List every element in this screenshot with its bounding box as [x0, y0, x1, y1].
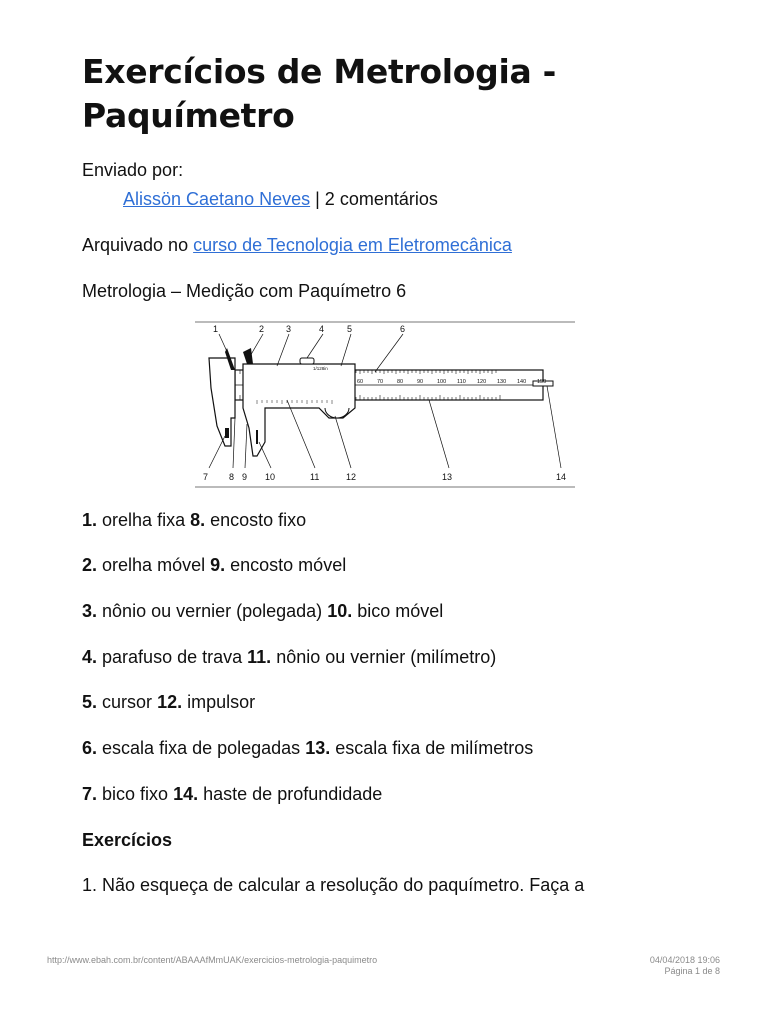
exercises-heading: Exercícios: [82, 830, 173, 850]
part-number: 8.: [190, 510, 206, 530]
callout-5: 5: [347, 324, 353, 334]
part-row: [82, 599, 443, 623]
part-name: impulsor: [187, 692, 256, 712]
part-row: [82, 553, 346, 577]
part-number: 5.: [82, 692, 98, 712]
callout-2: 2: [259, 324, 265, 334]
part-number: 4.: [82, 647, 98, 667]
page-title: Exercícios de Metrologia - Paquímetro: [82, 52, 557, 135]
callout-11: 11: [310, 472, 320, 482]
callout-13: 13: [442, 472, 453, 482]
scale-number: 110: [457, 379, 466, 385]
scale-number: 120: [477, 379, 487, 385]
scale-number: 90: [417, 379, 424, 385]
exercise-1-text: 1. Não esqueça de calcular a resolução do paquímetro. Faça a: [82, 875, 585, 895]
sent-by-label: Enviado por:: [82, 160, 184, 180]
course-link[interactable]: curso de Tecnologia em Eletromecânica: [193, 235, 512, 255]
scale-number: 100: [437, 379, 447, 385]
scale-number: 70: [377, 379, 384, 385]
caliper-figure: [195, 318, 575, 490]
part-row: [82, 782, 382, 806]
scale-number: 60: [357, 379, 364, 385]
part-number: 9.: [210, 555, 226, 575]
part-number: 3.: [82, 601, 98, 621]
part-name: parafuso de trava: [102, 647, 243, 667]
part-name: nônio ou vernier (milímetro): [276, 647, 497, 667]
callout-8: 8: [229, 472, 235, 482]
part-name: escala fixa de milímetros: [335, 738, 534, 758]
scale-number: 130: [497, 379, 507, 385]
callout-6: 6: [400, 324, 406, 334]
callout-7: 7: [203, 472, 209, 482]
part-name: bico móvel: [357, 601, 444, 621]
comments-count: | 2 comentários: [315, 189, 438, 209]
part-name: bico fixo: [102, 784, 169, 804]
footer-url: http://www.ebah.com.br/content/ABAAAfMmUAK/exercicios-metrologia-paquimetro: [47, 955, 378, 965]
author-link[interactable]: Alissön Caetano Neves: [123, 189, 311, 209]
part-row: [82, 690, 255, 714]
part-number: 7.: [82, 784, 98, 804]
callout-9: 9: [242, 472, 248, 482]
footer-page: Página 1 de 8: [664, 966, 720, 976]
vernier-resolution-label: 1/128in: [313, 366, 328, 371]
part-name: nônio ou vernier (polegada): [102, 601, 323, 621]
author-line: [123, 187, 438, 211]
part-row: [82, 736, 533, 760]
part-row: [82, 508, 306, 532]
scale-number: 140: [517, 379, 527, 385]
footer-datetime: 04/04/2018 19:06: [649, 955, 720, 965]
scale-number: 80: [397, 379, 404, 385]
part-name: orelha fixa: [102, 510, 186, 530]
locking-screw: [300, 358, 314, 364]
part-name: encosto móvel: [230, 555, 347, 575]
part-number: 2.: [82, 555, 98, 575]
part-number: 6.: [82, 738, 98, 758]
footer-meta: [650, 955, 720, 977]
part-name: cursor: [102, 692, 153, 712]
part-name: escala fixa de polegadas: [102, 738, 301, 758]
part-number: 13.: [305, 738, 331, 758]
part-number: 1.: [82, 510, 98, 530]
part-number: 11.: [247, 647, 272, 667]
part-name: encosto fixo: [210, 510, 307, 530]
section-subtitle: Metrologia – Medição com Paquímetro 6: [82, 281, 407, 301]
callout-3: 3: [286, 324, 292, 334]
part-number: 12.: [157, 692, 183, 712]
part-name: orelha móvel: [102, 555, 206, 575]
callout-4: 4: [319, 324, 325, 334]
archived-label: Arquivado no: [82, 235, 189, 255]
archived-line: [82, 233, 512, 257]
part-number: 10.: [327, 601, 353, 621]
callout-1: 1: [213, 324, 219, 334]
scale-number: 150: [537, 379, 547, 385]
callout-14: 14: [556, 472, 567, 482]
part-row: [82, 645, 496, 669]
callout-12: 12: [346, 472, 357, 482]
part-number: 14.: [173, 784, 199, 804]
callout-10: 10: [265, 472, 276, 482]
part-name: haste de profundidade: [203, 784, 383, 804]
